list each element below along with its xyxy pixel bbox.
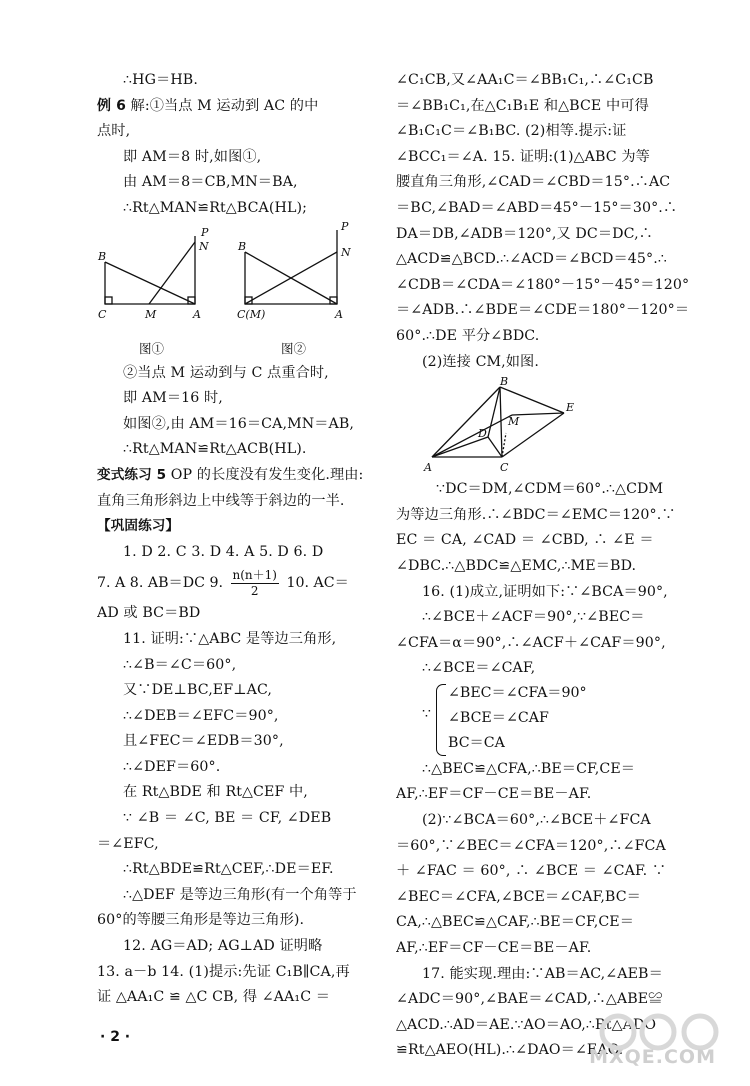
watermark-logo bbox=[588, 1004, 738, 1074]
text-line: ∴∠BCE＋∠ACF＝90°,∵∠BEC＝ bbox=[422, 609, 645, 626]
text-line: 即 AM＝8 时,如图①, bbox=[123, 148, 262, 165]
text-line: ∴△DEF 是等边三角形(有一个角等于 bbox=[123, 886, 357, 903]
text-line: 13. a－b 14. (1)提示:先证 C₁B∥CA,再 bbox=[97, 963, 350, 980]
since-symbol: ∵ bbox=[422, 705, 431, 722]
geometry-figures bbox=[97, 222, 369, 337]
text-line: △ACD≌△BCD.∴∠ACD＝∠BCD＝45°.∴ bbox=[396, 251, 667, 268]
figure-caption: 图① bbox=[139, 340, 165, 356]
fig-label: A bbox=[193, 307, 201, 321]
text-line: ∠CDB＝∠CDA＝∠180°－15°－45°＝120° bbox=[396, 276, 690, 293]
text-line: 即 AM＝16 时, bbox=[123, 390, 223, 407]
text-line: DA＝DB,∠ADB＝120°,又 DC＝DC,∴ bbox=[396, 225, 653, 242]
text-line: ∴Rt△MAN≌Rt△ACB(HL). bbox=[123, 441, 307, 458]
fig-label: D bbox=[478, 427, 487, 441]
text-line: 如图②,由 AM＝16＝CA,MN＝AB, bbox=[123, 415, 354, 432]
fig-label: M bbox=[508, 415, 520, 429]
figure-caption: 图② bbox=[281, 340, 307, 356]
text-line: 腰直角三角形,∠CAD＝∠CBD＝15°.∴AC bbox=[396, 174, 671, 191]
text-line: EC ＝ CA, ∠CAD ＝ ∠CBD, ∴ ∠E ＝ bbox=[396, 532, 654, 549]
text-line: ∴∠DEF＝60°. bbox=[123, 758, 221, 775]
fraction-numerator: n(n＋1) bbox=[232, 567, 277, 582]
variant-exercise-5-line bbox=[97, 463, 369, 489]
text-line: ∴∠B＝∠C＝60°, bbox=[123, 656, 237, 673]
text-line: AD 或 BC＝BD bbox=[97, 605, 201, 622]
text-line: ≌Rt△AEO(HL).∴∠DAO＝∠EAO. bbox=[396, 1042, 624, 1059]
left-column bbox=[97, 68, 369, 1011]
text-line: 证 △AA₁C ≌ △C CB, 得 ∠AA₁C ＝ bbox=[97, 989, 331, 1006]
text-line: ∴Rt△MAN≌Rt△BCA(HL); bbox=[123, 199, 308, 216]
fig-label: P bbox=[201, 225, 209, 239]
text-line: 17. 能实现.理由:∵AB＝AC,∠AEB＝ bbox=[422, 965, 663, 982]
text-line: 又∵DE⊥BC,EF⊥AC, bbox=[123, 682, 273, 699]
watermark-text: MXQE.COM bbox=[589, 1046, 716, 1068]
text-line: ∠BCC₁＝∠A. 15. 证明:(1)△ABC 为等 bbox=[396, 148, 650, 165]
text-line: 点时, bbox=[97, 123, 131, 140]
text-line: 12. AG＝AD; AG⊥AD 证明略 bbox=[123, 938, 323, 955]
figure-captions bbox=[97, 337, 369, 361]
text-line: AF,∴EF＝CF－CE＝BE－AF. bbox=[396, 786, 592, 803]
fig-label: C bbox=[98, 307, 107, 321]
fig-label: B bbox=[500, 375, 509, 389]
text-line: CA,∴△BEC≌△CAF,∴BE＝CF,CE＝ bbox=[396, 914, 635, 931]
text-line: ∠CFA＝α＝90°,∴∠ACF＋∠CAF＝90°, bbox=[396, 634, 666, 651]
brace-line: BC＝CA bbox=[448, 734, 505, 751]
text-line: ∴△BEC≌△CFA,∴BE＝CF,CE＝ bbox=[422, 760, 636, 777]
fig-label: A bbox=[335, 307, 343, 321]
fig-label: M bbox=[145, 307, 157, 321]
right-column bbox=[396, 68, 708, 1064]
text-line: ∵ ∠B ＝ ∠C, BE ＝ CF, ∠DEB bbox=[123, 810, 332, 827]
text-line: △ACD.∴AD＝AE.∵AO＝AO,∴Rt△ADO bbox=[396, 1016, 657, 1033]
text-line: ∴Rt△BDE≌Rt△CEF,∴DE＝EF. bbox=[123, 861, 334, 878]
text-line: ∴∠BCE＝∠CAF, bbox=[422, 660, 536, 677]
exercise-label: 变式练习 5 bbox=[97, 466, 167, 483]
brace-system bbox=[396, 682, 708, 757]
left-brace bbox=[436, 684, 446, 756]
figure-pair bbox=[97, 222, 369, 337]
text-line: ＋ ∠FAC ＝ 60°, ∴ ∠BCE ＝ ∠CAF. ∵ bbox=[396, 863, 667, 880]
geometry-figure bbox=[396, 375, 708, 477]
text-line: ∴∠DEB＝∠EFC＝90°, bbox=[123, 707, 279, 724]
text-line: ∠ADC＝90°,∠BAE＝∠CAD,∴△ABE≌ bbox=[396, 991, 663, 1008]
text-span: 10. AC＝ bbox=[286, 575, 349, 592]
brace-line: ∠BEC＝∠CFA＝90° bbox=[448, 684, 587, 701]
text-line: (2)∵∠BCA＝60°,∴∠BCE＋∠FCA bbox=[422, 812, 651, 829]
text-line: 60°.∴DE 平分∠BDC. bbox=[396, 327, 540, 344]
fig-label: B bbox=[238, 239, 247, 253]
text-line: (2)连接 CM,如图. bbox=[422, 353, 539, 370]
page-number: · 2 · bbox=[100, 1029, 131, 1045]
brace-line: ∠BCE＝∠CAF bbox=[448, 709, 549, 726]
text-line: ＝60°,∵∠BEC＝∠CFA＝120°,∴∠FCA bbox=[396, 837, 666, 854]
text-span: 解:①当点 M 运动到 AC 的中 bbox=[130, 97, 319, 114]
text-line: 16. (1)成立,证明如下:∵∠BCA＝90°, bbox=[422, 583, 668, 600]
example-6-line bbox=[97, 94, 369, 120]
text-line: 在 Rt△BDE 和 Rt△CEF 中, bbox=[123, 784, 308, 801]
fig-label: N bbox=[341, 245, 351, 259]
fig-label: P bbox=[341, 221, 349, 233]
text-line: 为等边三角形.∴∠BDC＝∠EMC＝120°.∵ bbox=[396, 506, 676, 523]
text-line: 由 AM＝8＝CB,MN＝BA, bbox=[123, 174, 298, 191]
fig-label: N bbox=[199, 239, 209, 253]
text-line: ∠B₁C₁C＝∠B₁BC. (2)相等.提示:证 bbox=[396, 123, 627, 140]
figure-row bbox=[396, 375, 708, 477]
text-line: ∠DBC.∴△BDC≌△EMC,∴ME＝BD. bbox=[396, 557, 637, 574]
text-line: ∵DC＝DM,∠CDM＝60°.∴△CDM bbox=[436, 481, 664, 498]
fig-label: C bbox=[500, 461, 509, 475]
fig-label: C(M) bbox=[237, 307, 266, 321]
text-line: ＝BC,∠BAD＝∠ABD＝45°－15°＝30°.∴ bbox=[396, 199, 678, 216]
answer-line-fraction bbox=[97, 565, 369, 601]
text-line: ∴HG＝HB. bbox=[123, 72, 198, 88]
text-line: ②当点 M 运动到与 C 点重合时, bbox=[123, 364, 329, 381]
fig-label: A bbox=[424, 461, 432, 475]
text-line: 60°的等腰三角形是等边三角形). bbox=[97, 912, 305, 929]
fraction-denominator: 2 bbox=[250, 583, 259, 598]
fig-label: E bbox=[566, 401, 575, 415]
text-line: ＝∠BB₁C₁,在△C₁B₁E 和△BCE 中可得 bbox=[396, 97, 649, 114]
example-label: 例 6 bbox=[97, 97, 126, 114]
text-line: 且∠FEC＝∠EDB＝30°, bbox=[123, 733, 284, 750]
section-heading: 【巩固练习】 bbox=[97, 518, 180, 535]
text-line: ＝∠EFC, bbox=[97, 835, 159, 852]
text-line: 11. 证明:∵△ABC 是等边三角形, bbox=[123, 630, 337, 647]
fraction bbox=[231, 568, 279, 599]
text-span: OP 的长度没有发生变化.理由: bbox=[170, 466, 364, 483]
text-span: 7. A 8. AB＝DC 9. bbox=[97, 575, 223, 592]
answer-line: 1. D 2. C 3. D 4. A 5. D 6. D bbox=[123, 543, 324, 560]
text-line: ∠BEC＝∠CFA,∠BCE＝∠CAF,BC＝ bbox=[396, 888, 641, 905]
text-line: 直角三角形斜边上中线等于斜边的一半. bbox=[97, 492, 345, 509]
text-line: ∠C₁CB,又∠AA₁C＝∠BB₁C₁,∴∠C₁CB bbox=[396, 72, 654, 88]
fig-label: B bbox=[98, 249, 107, 263]
text-line: AF,∴EF＝CF－CE＝BE－AF. bbox=[396, 940, 592, 957]
text-line: ＝∠ADB.∴∠BDE＝∠CDE＝180°－120°＝ bbox=[396, 302, 690, 319]
